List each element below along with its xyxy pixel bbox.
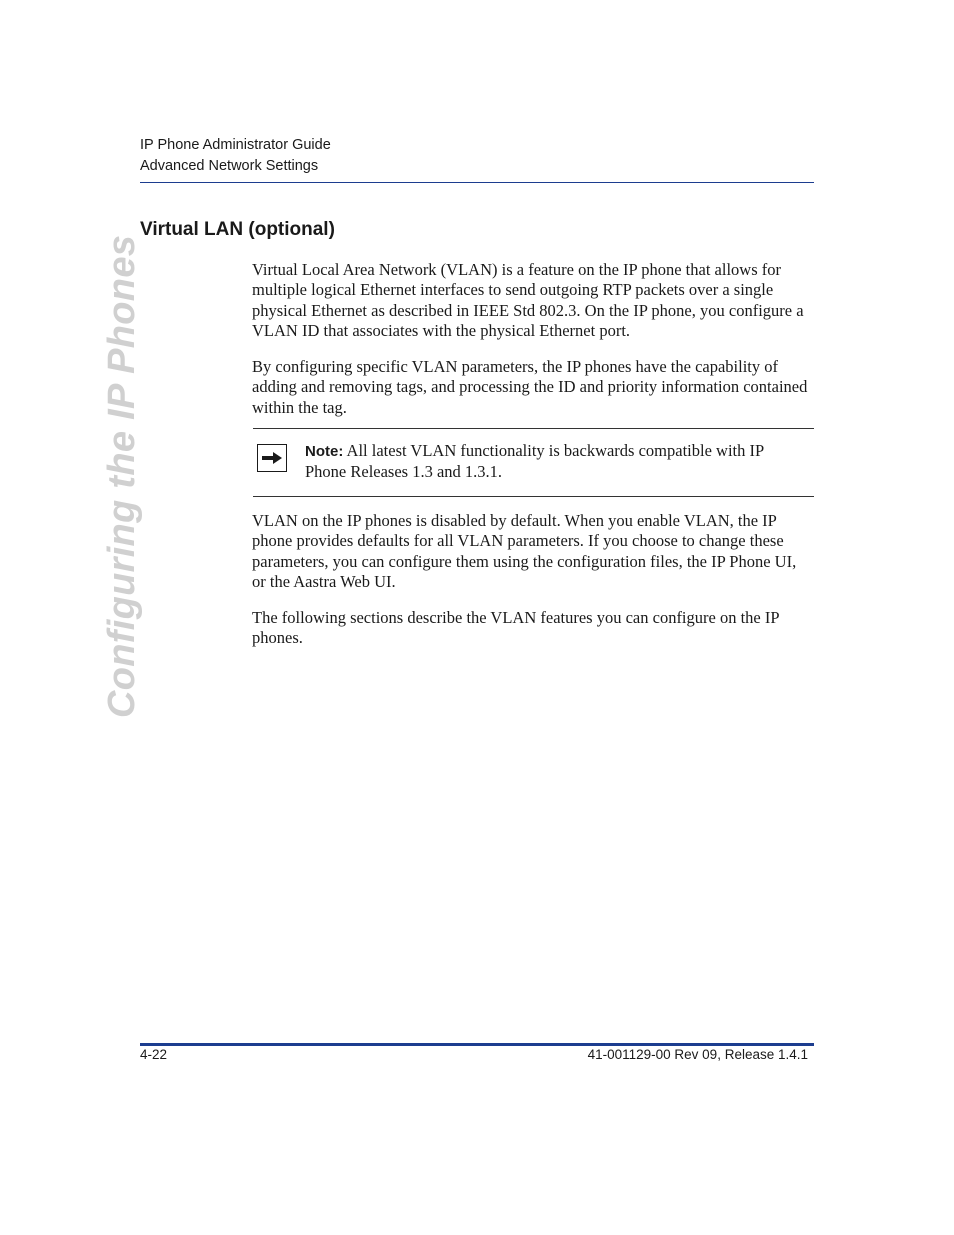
header-divider: [140, 182, 814, 183]
paragraph-vlan-parameters: By configuring specific VLAN parameters, the IP phones have the capability of adding and removing tags, and processing the ID and priority information contained within the tag.: [252, 357, 808, 417]
note-bottom-rule: [253, 496, 814, 497]
note-text: All latest VLAN functionality is backwards compatible with IP Phone Releases 1.3 and 1.3.1.: [305, 441, 764, 482]
page-number: 4-22: [140, 1047, 168, 1062]
header-chapter-title: Advanced Network Settings: [140, 158, 319, 174]
note-block: [305, 441, 805, 483]
paragraph-vlan-intro: Virtual Local Area Network (VLAN) is a feature on the IP phone that allows for multiple logical Ethernet interfaces to send outgoing RTP packets over a single physical Ethernet as described in IEEE Std 802.3. On the IP phone, you configure a VLAN ID that associates with the physical Ethernet port.: [252, 260, 804, 340]
chapter-side-title: Configuring the IP Phones: [101, 234, 143, 718]
header-guide-title: IP Phone Administrator Guide: [140, 137, 331, 153]
paragraph-following-sections: The following sections describe the VLAN features you can configure on the IP phones.: [252, 608, 779, 648]
arrow-right-icon: [257, 444, 287, 472]
running-header: [140, 135, 814, 177]
note-label: Note:: [305, 443, 344, 460]
section-heading: Virtual LAN (optional): [140, 219, 335, 240]
paragraph-vlan-defaults: VLAN on the IP phones is disabled by default. When you enable VLAN, the IP phone provides defaults for all VLAN parameters. If you choose to change these parameters, you can configure them using the configuration files, the IP Phone UI, or the Aastra Web UI.: [252, 511, 797, 591]
note-top-rule: [253, 428, 814, 429]
document-id: 41-001129-00 Rev 09, Release 1.4.1: [587, 1047, 808, 1062]
